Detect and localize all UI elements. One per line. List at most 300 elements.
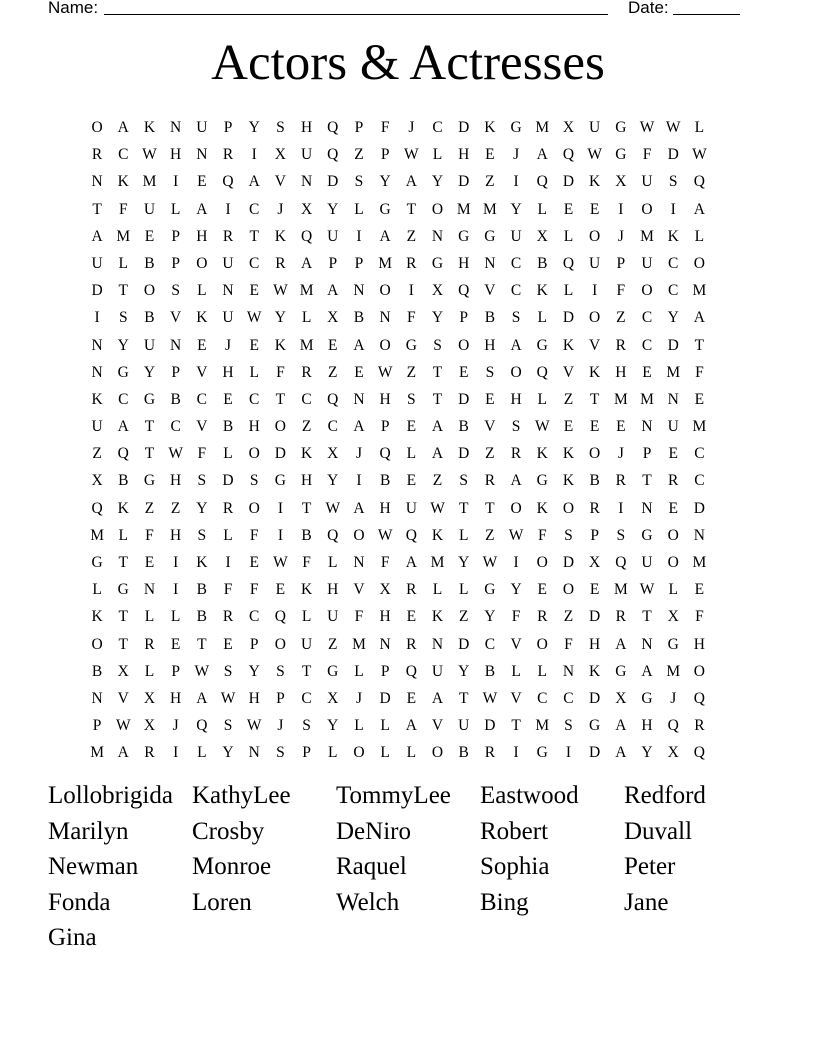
grid-letter: X xyxy=(143,689,156,707)
grid-letter: H xyxy=(248,418,260,436)
grid-letter: T xyxy=(301,662,312,680)
grid-letter: V xyxy=(562,363,575,381)
grid-letter: Q xyxy=(274,608,286,626)
grid-letter: F xyxy=(380,119,390,136)
grid-letter: T xyxy=(144,418,155,436)
grid-letter: W xyxy=(246,309,262,327)
grid-letter: C xyxy=(170,418,181,436)
grid-letter: I xyxy=(173,581,179,599)
grid-letter: J xyxy=(617,445,624,463)
grid-letter: U xyxy=(667,418,679,436)
grid-letter: H xyxy=(327,581,339,599)
grid-letter: B xyxy=(458,744,469,762)
grid-letter: X xyxy=(91,472,103,490)
grid-letter: L xyxy=(694,227,705,245)
grid-letter: X xyxy=(327,445,339,463)
grid-letter: R xyxy=(301,363,312,381)
grid-letter: P xyxy=(380,662,390,680)
grid-letter: H xyxy=(222,363,234,381)
grid-letter: G xyxy=(536,472,548,490)
grid-letter: M xyxy=(613,581,628,599)
word-list-item: Eastwood xyxy=(480,782,579,809)
grid-letter: A xyxy=(196,689,208,707)
grid-letter: L xyxy=(223,526,233,544)
grid-letter: W xyxy=(430,499,445,517)
grid-letter: I xyxy=(173,554,179,571)
grid-letter: G xyxy=(327,662,339,680)
grid-letter: W xyxy=(482,689,498,707)
grid-letter: T xyxy=(118,554,129,571)
grid-letter: P xyxy=(171,363,180,381)
grid-letter: Z xyxy=(485,526,495,544)
grid-letter: G xyxy=(536,744,548,762)
grid-letter: C xyxy=(118,390,129,408)
grid-letter: J xyxy=(172,717,179,735)
grid-letter: I xyxy=(225,200,231,218)
grid-letter: I xyxy=(277,499,283,517)
grid-letter: C xyxy=(249,390,260,408)
grid-letter: A xyxy=(431,418,444,436)
grid-letter: E xyxy=(485,146,495,164)
grid-letter: Q xyxy=(405,662,417,680)
word-list-item: Newman xyxy=(48,853,139,880)
grid-letter: A xyxy=(353,336,365,354)
grid-letter: L xyxy=(432,146,443,164)
grid-letter: Y xyxy=(667,309,679,327)
grid-letter: A xyxy=(693,200,705,218)
grid-letter: E xyxy=(589,418,600,436)
grid-letter: K xyxy=(431,608,444,626)
grid-letter: G xyxy=(641,526,653,544)
grid-letter: A xyxy=(693,309,705,327)
grid-row xyxy=(84,739,713,766)
grid-letter: D xyxy=(562,554,575,571)
grid-letter: Z xyxy=(92,445,102,463)
grid-letter: T xyxy=(197,635,207,653)
grid-letter: O xyxy=(274,418,286,436)
grid-letter: U xyxy=(300,146,313,164)
grid-letter: C xyxy=(641,309,653,327)
grid-letter: I xyxy=(356,472,362,490)
grid-letter: G xyxy=(641,689,653,707)
grid-letter: D xyxy=(458,173,470,191)
grid-letter: M xyxy=(352,635,366,653)
grid-letter: Q xyxy=(536,363,548,381)
grid-letter: P xyxy=(380,146,390,164)
grid-letter: M xyxy=(142,173,157,191)
grid-letter: M xyxy=(430,554,445,571)
grid-letter: U xyxy=(91,418,103,436)
grid-letter: L xyxy=(92,581,102,599)
grid-row xyxy=(84,603,713,630)
grid-letter: W xyxy=(404,146,419,164)
grid-letter: Z xyxy=(354,146,364,164)
grid-letter: Y xyxy=(458,662,470,680)
grid-letter: Z xyxy=(563,608,574,626)
grid-letter: W xyxy=(692,146,707,164)
grid-letter: U xyxy=(458,717,470,735)
grid-letter: P xyxy=(459,309,469,327)
grid-letter: A xyxy=(117,744,129,762)
name-blank-line xyxy=(104,14,608,15)
grid-letter: F xyxy=(354,608,364,626)
grid-letter: A xyxy=(615,717,627,735)
grid-letter: Z xyxy=(328,635,338,653)
grid-row xyxy=(84,631,713,658)
grid-letter: K xyxy=(274,227,286,245)
grid-letter: N xyxy=(170,119,182,136)
grid-letter: H xyxy=(379,499,391,517)
grid-letter: C xyxy=(641,336,653,354)
grid-letter: A xyxy=(510,336,522,354)
grid-letter: K xyxy=(143,119,156,136)
grid-letter: C xyxy=(327,418,338,436)
grid-letter: X xyxy=(327,689,339,707)
grid-letter: V xyxy=(589,336,601,354)
grid-letter: E xyxy=(406,472,417,490)
grid-letter: R xyxy=(275,254,286,272)
grid-letter: U xyxy=(327,608,339,626)
grid-letter: E xyxy=(249,554,259,571)
grid-letter: Y xyxy=(248,662,260,680)
grid-letter: F xyxy=(564,635,573,653)
grid-letter: A xyxy=(405,554,417,571)
grid-letter: K xyxy=(274,336,286,354)
grid-letter: L xyxy=(563,282,574,300)
grid-letter: S xyxy=(302,717,311,735)
grid-row xyxy=(84,685,713,712)
grid-letter: M xyxy=(378,254,393,272)
grid-letter: U xyxy=(641,554,653,571)
grid-letter: T xyxy=(642,608,652,626)
word-list-item: Bing xyxy=(480,888,529,916)
grid-letter: H xyxy=(170,526,182,544)
grid-letter: I xyxy=(225,554,231,571)
grid-letter: N xyxy=(641,635,653,653)
grid-row xyxy=(84,440,713,467)
grid-letter: F xyxy=(223,581,233,599)
grid-letter: G xyxy=(274,472,286,490)
grid-letter: O xyxy=(248,499,260,517)
grid-letter: P xyxy=(302,744,311,762)
word-list-item: Loren xyxy=(192,888,252,916)
grid-letter: Q xyxy=(327,390,339,408)
grid-letter: K xyxy=(536,282,548,300)
grid-letter: Y xyxy=(248,119,260,136)
grid-letter: W xyxy=(508,526,524,544)
grid-letter: K xyxy=(91,608,103,626)
page-title: Actors & Actresses xyxy=(211,35,605,91)
grid-row xyxy=(84,277,713,304)
grid-letter: M xyxy=(666,662,681,680)
grid-letter: Z xyxy=(616,309,626,327)
grid-letter: N xyxy=(353,390,365,408)
grid-letter: B xyxy=(379,472,391,490)
grid-letter: F xyxy=(118,200,128,218)
grid-letter: T xyxy=(511,717,521,735)
grid-letter: L xyxy=(354,662,364,680)
grid-letter: V xyxy=(170,309,182,327)
grid-letter: D xyxy=(379,689,391,707)
grid-letter: O xyxy=(562,499,575,517)
grid-letter: I xyxy=(513,554,519,571)
grid-letter: M xyxy=(692,418,707,436)
grid-letter: B xyxy=(196,608,208,626)
grid-letter: H xyxy=(300,472,313,490)
grid-letter: A xyxy=(353,418,365,436)
grid-letter: S xyxy=(118,309,128,327)
grid-letter: V xyxy=(117,689,129,707)
grid-letter: N xyxy=(693,526,705,544)
grid-row xyxy=(84,658,713,685)
grid-letter: J xyxy=(277,200,284,218)
word-list-item: Redford xyxy=(624,782,706,809)
grid-letter: Y xyxy=(222,744,234,762)
grid-letter: Q xyxy=(693,173,705,191)
grid-letter: W xyxy=(194,662,210,680)
grid-letter: D xyxy=(589,744,601,762)
grid-letter: T xyxy=(118,608,129,626)
grid-letter: Y xyxy=(458,554,470,571)
grid-letter: L xyxy=(118,254,129,272)
grid-letter: R xyxy=(484,744,496,762)
grid-letter: S xyxy=(668,173,678,191)
grid-row xyxy=(84,168,713,195)
grid-letter: W xyxy=(273,554,288,571)
grid-letter: G xyxy=(117,363,129,381)
grid-letter: Q xyxy=(562,254,575,272)
grid-row xyxy=(84,413,713,440)
grid-letter: W xyxy=(220,689,236,707)
grid-letter: A xyxy=(510,472,522,490)
grid-letter: B xyxy=(484,309,496,327)
grid-letter: I xyxy=(356,227,362,245)
grid-letter: Y xyxy=(510,581,522,599)
grid-letter: E xyxy=(589,200,600,218)
grid-letter: N xyxy=(484,254,496,272)
grid-letter: E xyxy=(694,390,705,408)
grid-letter: P xyxy=(616,254,626,272)
grid-letter: R xyxy=(615,608,627,626)
grid-row xyxy=(84,386,713,413)
grid-letter: K xyxy=(536,499,548,517)
grid-letter: S xyxy=(197,472,207,490)
grid-letter: B xyxy=(537,254,548,272)
grid-letter: V xyxy=(353,581,365,599)
grid-letter: Q xyxy=(222,173,234,191)
grid-letter: M xyxy=(613,390,628,408)
grid-letter: C xyxy=(694,472,705,490)
grid-letter: X xyxy=(562,119,575,136)
grid-letter: W xyxy=(639,119,655,136)
grid-letter: Q xyxy=(196,717,208,735)
grid-letter: F xyxy=(249,526,259,544)
grid-letter: E xyxy=(642,363,652,381)
grid-letter: J xyxy=(408,119,415,136)
grid-letter: I xyxy=(173,744,179,762)
grid-letter: X xyxy=(327,309,339,327)
grid-letter: Y xyxy=(510,200,522,218)
grid-row xyxy=(84,549,713,576)
grid-row xyxy=(84,304,713,331)
grid-letter: A xyxy=(117,119,129,136)
grid-letter: G xyxy=(510,119,522,136)
grid-letter: L xyxy=(537,200,548,218)
grid-letter: D xyxy=(222,472,234,490)
grid-letter: G xyxy=(379,200,391,218)
grid-letter: N xyxy=(248,744,260,762)
grid-letter: T xyxy=(458,499,469,517)
grid-letter: B xyxy=(589,472,600,490)
grid-row xyxy=(84,576,713,603)
grid-letter: Y xyxy=(117,336,129,354)
grid-letter: E xyxy=(275,581,286,599)
grid-letter: S xyxy=(171,282,180,300)
grid-letter: D xyxy=(91,282,103,300)
grid-letter: R xyxy=(222,146,234,164)
grid-letter: K xyxy=(196,554,208,571)
grid-letter: M xyxy=(456,200,471,218)
grid-letter: W xyxy=(665,119,681,136)
grid-letter: Q xyxy=(91,499,103,517)
grid-letter: Q xyxy=(327,146,339,164)
grid-letter: T xyxy=(275,390,286,408)
grid-letter: V xyxy=(510,689,522,707)
grid-letter: C xyxy=(249,200,260,218)
grid-letter: K xyxy=(196,309,208,327)
grid-letter: X xyxy=(300,200,313,218)
grid-letter: P xyxy=(92,717,102,735)
grid-letter: I xyxy=(565,744,572,762)
grid-letter: K xyxy=(300,445,313,463)
grid-letter: M xyxy=(640,390,654,408)
grid-letter: Y xyxy=(327,472,339,490)
grid-letter: E xyxy=(249,282,259,300)
letter-grid xyxy=(84,114,713,767)
grid-letter: R xyxy=(222,227,234,245)
grid-letter: D xyxy=(458,445,470,463)
grid-letter: F xyxy=(380,554,390,571)
grid-letter: F xyxy=(276,363,285,381)
grid-letter: O xyxy=(562,581,575,599)
grid-letter: E xyxy=(406,418,417,436)
grid-letter: D xyxy=(458,635,470,653)
grid-letter: M xyxy=(299,282,314,300)
grid-letter: D xyxy=(458,119,470,136)
grid-letter: D xyxy=(693,499,705,517)
grid-row xyxy=(84,114,713,141)
grid-letter: E xyxy=(170,635,181,653)
grid-letter: T xyxy=(118,282,129,300)
grid-letter: A xyxy=(353,499,365,517)
grid-letter: A xyxy=(615,744,627,762)
grid-letter: Q xyxy=(117,445,129,463)
grid-letter: G xyxy=(667,635,679,653)
grid-letter: O xyxy=(143,282,156,300)
grid-letter: L xyxy=(144,608,155,626)
grid-letter: O xyxy=(589,227,601,245)
grid-letter: T xyxy=(92,200,102,218)
grid-letter: U xyxy=(510,227,522,245)
grid-letter: A xyxy=(405,717,417,735)
grid-letter: S xyxy=(223,662,233,680)
grid-letter: Y xyxy=(641,744,653,762)
grid-letter: I xyxy=(173,173,179,191)
grid-letter: R xyxy=(615,472,627,490)
grid-row xyxy=(84,332,713,359)
grid-letter: M xyxy=(692,554,707,571)
grid-letter: G xyxy=(143,390,156,408)
grid-letter: G xyxy=(536,336,548,354)
grid-letter: Q xyxy=(693,744,705,762)
word-list-item: Raquel xyxy=(336,853,407,880)
grid-letter: Q xyxy=(536,173,548,191)
grid-letter: V xyxy=(484,282,496,300)
grid-letter: F xyxy=(642,146,652,164)
grid-letter: C xyxy=(196,390,208,408)
grid-letter: L xyxy=(170,200,181,218)
grid-letter: V xyxy=(510,635,522,653)
grid-letter: H xyxy=(458,146,470,164)
grid-letter: X xyxy=(615,689,627,707)
grid-letter: V xyxy=(274,173,286,191)
grid-letter: B xyxy=(222,418,234,436)
grid-letter: G xyxy=(615,662,627,680)
grid-letter: J xyxy=(277,717,284,735)
grid-letter: K xyxy=(562,472,575,490)
grid-letter: Q xyxy=(327,526,339,544)
grid-letter: K xyxy=(589,662,601,680)
grid-letter: P xyxy=(276,689,285,707)
grid-letter: Z xyxy=(485,173,495,191)
grid-letter: L xyxy=(354,717,364,735)
grid-letter: T xyxy=(694,336,705,354)
grid-letter: N xyxy=(379,635,391,653)
grid-letter: N xyxy=(379,309,391,327)
grid-letter: S xyxy=(459,472,469,490)
grid-letter: Z xyxy=(432,472,443,490)
grid-letter: K xyxy=(589,173,601,191)
grid-letter: H xyxy=(379,608,391,626)
grid-letter: E xyxy=(589,581,600,599)
grid-letter: W xyxy=(587,146,602,164)
grid-row xyxy=(84,250,713,277)
grid-letter: D xyxy=(589,689,601,707)
grid-letter: B xyxy=(170,390,181,408)
grid-letter: C xyxy=(249,254,260,272)
grid-letter: E xyxy=(223,635,233,653)
grid-letter: K xyxy=(300,581,313,599)
grid-letter: T xyxy=(589,390,600,408)
grid-letter: L xyxy=(694,119,705,136)
grid-letter: A xyxy=(641,662,653,680)
grid-letter: J xyxy=(355,445,362,463)
grid-letter: S xyxy=(276,119,285,136)
grid-letter: G xyxy=(405,336,417,354)
grid-letter: E xyxy=(197,336,207,354)
grid-letter: G xyxy=(458,227,470,245)
grid-letter: U xyxy=(91,254,103,272)
grid-letter: E xyxy=(668,445,678,463)
header xyxy=(0,0,816,22)
grid-letter: T xyxy=(406,200,417,218)
grid-letter: O xyxy=(431,744,444,762)
grid-letter: Y xyxy=(143,363,156,381)
grid-letter: F xyxy=(249,581,259,599)
grid-letter: N xyxy=(641,418,653,436)
grid-letter: A xyxy=(405,173,417,191)
grid-row xyxy=(84,359,713,386)
